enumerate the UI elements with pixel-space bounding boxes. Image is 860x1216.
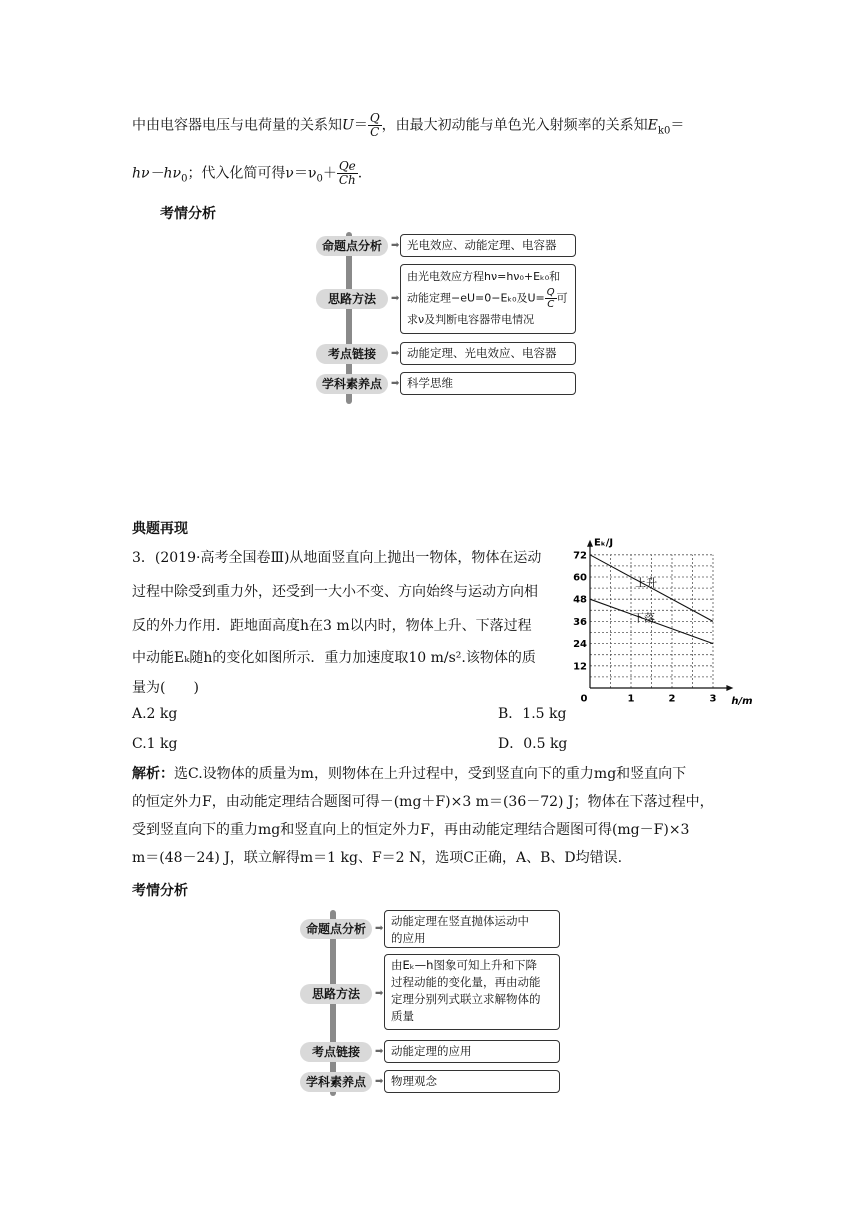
series-label: 上升	[635, 576, 658, 590]
analysis-line: 的恒定外力F，由动能定理结合题图可得－(mg＋F)×3 m＝(36－72) J；物体在下落过程中，	[132, 794, 714, 810]
flow-box: 科学思维	[400, 372, 576, 395]
question-line: 反的外力作用．距地面高度h在3 m以内时，物体上升、下落过程	[132, 618, 532, 634]
analysis-line: 受到竖直向下的重力mg和竖直向上的恒定外力F，再由动能定理结合题图可得(mg－F)×3	[132, 822, 690, 838]
flow-label: 学科素养点	[300, 1072, 372, 1092]
arrow-icon: ➡	[391, 293, 400, 304]
flow-label: 命题点分析	[300, 919, 372, 939]
flow-box: 光电效应、动能定理、电容器	[400, 234, 576, 257]
arrow-icon: ➡	[375, 988, 384, 999]
x-axis-arrow	[726, 685, 733, 691]
x-axis-label: h/m	[731, 696, 753, 707]
x-tick-label: 1	[627, 693, 635, 705]
option-c: C.1 kg	[132, 736, 178, 752]
flow-box: 物理观念	[384, 1070, 560, 1093]
intro-line-1: 中由电容器电压与电荷量的关系知U＝ $\frac{Q}{C}$ ，由最大初动能与单色光入射频率的关系知$E_{k0}=$	[132, 111, 685, 139]
ek-h-chart	[570, 528, 756, 707]
section-heading: 考情分析	[160, 206, 216, 222]
option-b: B．1.5 kg	[498, 706, 567, 722]
question-line: 量为( )	[132, 680, 199, 696]
intro-line-2: $h\nu-h\nu_0$；代入化简可得$\nu=\nu_0+$ $\frac{Qe}{Ch}$ .	[132, 159, 363, 187]
series-label: 下落	[633, 611, 656, 625]
y-tick-label: 60	[573, 572, 587, 584]
frac-denominator: Ch	[338, 173, 356, 187]
analysis-flow-2	[300, 910, 562, 1096]
frac-numerator: Q	[546, 287, 555, 298]
frac-numerator: Q	[369, 111, 380, 125]
arrow-icon: ➡	[391, 378, 400, 389]
y-tick-label: 24	[573, 639, 587, 651]
arrow-icon: ➡	[375, 1046, 384, 1057]
flow-box: 动能定理、光电效应、电容器	[400, 342, 576, 365]
arrow-icon: ➡	[391, 240, 400, 251]
y-tick-label: 48	[573, 594, 587, 606]
arrow-icon: ➡	[391, 348, 400, 359]
section-heading: 考情分析	[132, 883, 188, 899]
flow-label: 思路方法	[316, 289, 388, 309]
section-heading: 典题再现	[132, 521, 188, 537]
x-tick-label: 2	[668, 693, 676, 705]
flow-label: 学科素养点	[316, 374, 388, 394]
frac-numerator: Qe	[338, 159, 356, 173]
flow-label: 命题点分析	[316, 236, 388, 256]
flow-label: 思路方法	[300, 984, 372, 1004]
y-tick-label: 72	[573, 550, 587, 562]
arrow-icon: ➡	[375, 1076, 384, 1087]
y-tick-label: 36	[573, 616, 587, 628]
frac-denominator: C	[547, 299, 555, 310]
question-line: 3．(2019·高考全国卷Ⅲ)从地面竖直向上抛出一物体，物体在运动	[132, 550, 542, 566]
frac-denominator: C	[370, 125, 380, 139]
flow-box: 由光电效应方程hν=hν₀+Eₖ₀和 动能定理−eU=0−Eₖ₀及U= $\frac{Q}{C}$ 可 求ν及判断电容器带电情况	[400, 264, 576, 334]
arrow-icon: ➡	[375, 923, 384, 934]
y-tick-label: 12	[573, 661, 587, 673]
flow-box: 动能定理在竖直抛体运动中 的应用	[384, 910, 560, 948]
x-tick-label: 0	[580, 693, 588, 705]
flow-label: 考点链接	[316, 344, 388, 364]
option-a: A.2 kg	[132, 706, 178, 722]
x-tick-label: 3	[709, 693, 717, 705]
analysis-line: 解析：选C.设物体的质量为m，则物体在上升过程中，受到竖直向下的重力mg和竖直向下	[132, 766, 687, 782]
option-d: D．0.5 kg	[498, 736, 568, 752]
y-axis-arrow	[587, 540, 593, 547]
question-line: 过程中除受到重力外，还受到一大小不变、方向始终与运动方向相	[132, 584, 538, 600]
analysis-line: m＝(48－24) J，联立解得m＝1 kg、F＝2 N，选项C正确，A、B、D均错误.	[132, 850, 623, 866]
flow-box: 由Eₖ—h图象可知上升和下降 过程动能的变化量，再由动能 定理分别列式联立求解物体的 质量	[384, 954, 560, 1030]
question-line: 中动能Eₖ随h的变化如图所示．重力加速度取10 m/s².该物体的质	[132, 650, 536, 666]
flow-label: 考点链接	[300, 1042, 372, 1062]
flow-box: 动能定理的应用	[384, 1040, 560, 1063]
analysis-flow-1	[316, 232, 578, 404]
y-axis-label: Eₖ/J	[594, 537, 614, 549]
